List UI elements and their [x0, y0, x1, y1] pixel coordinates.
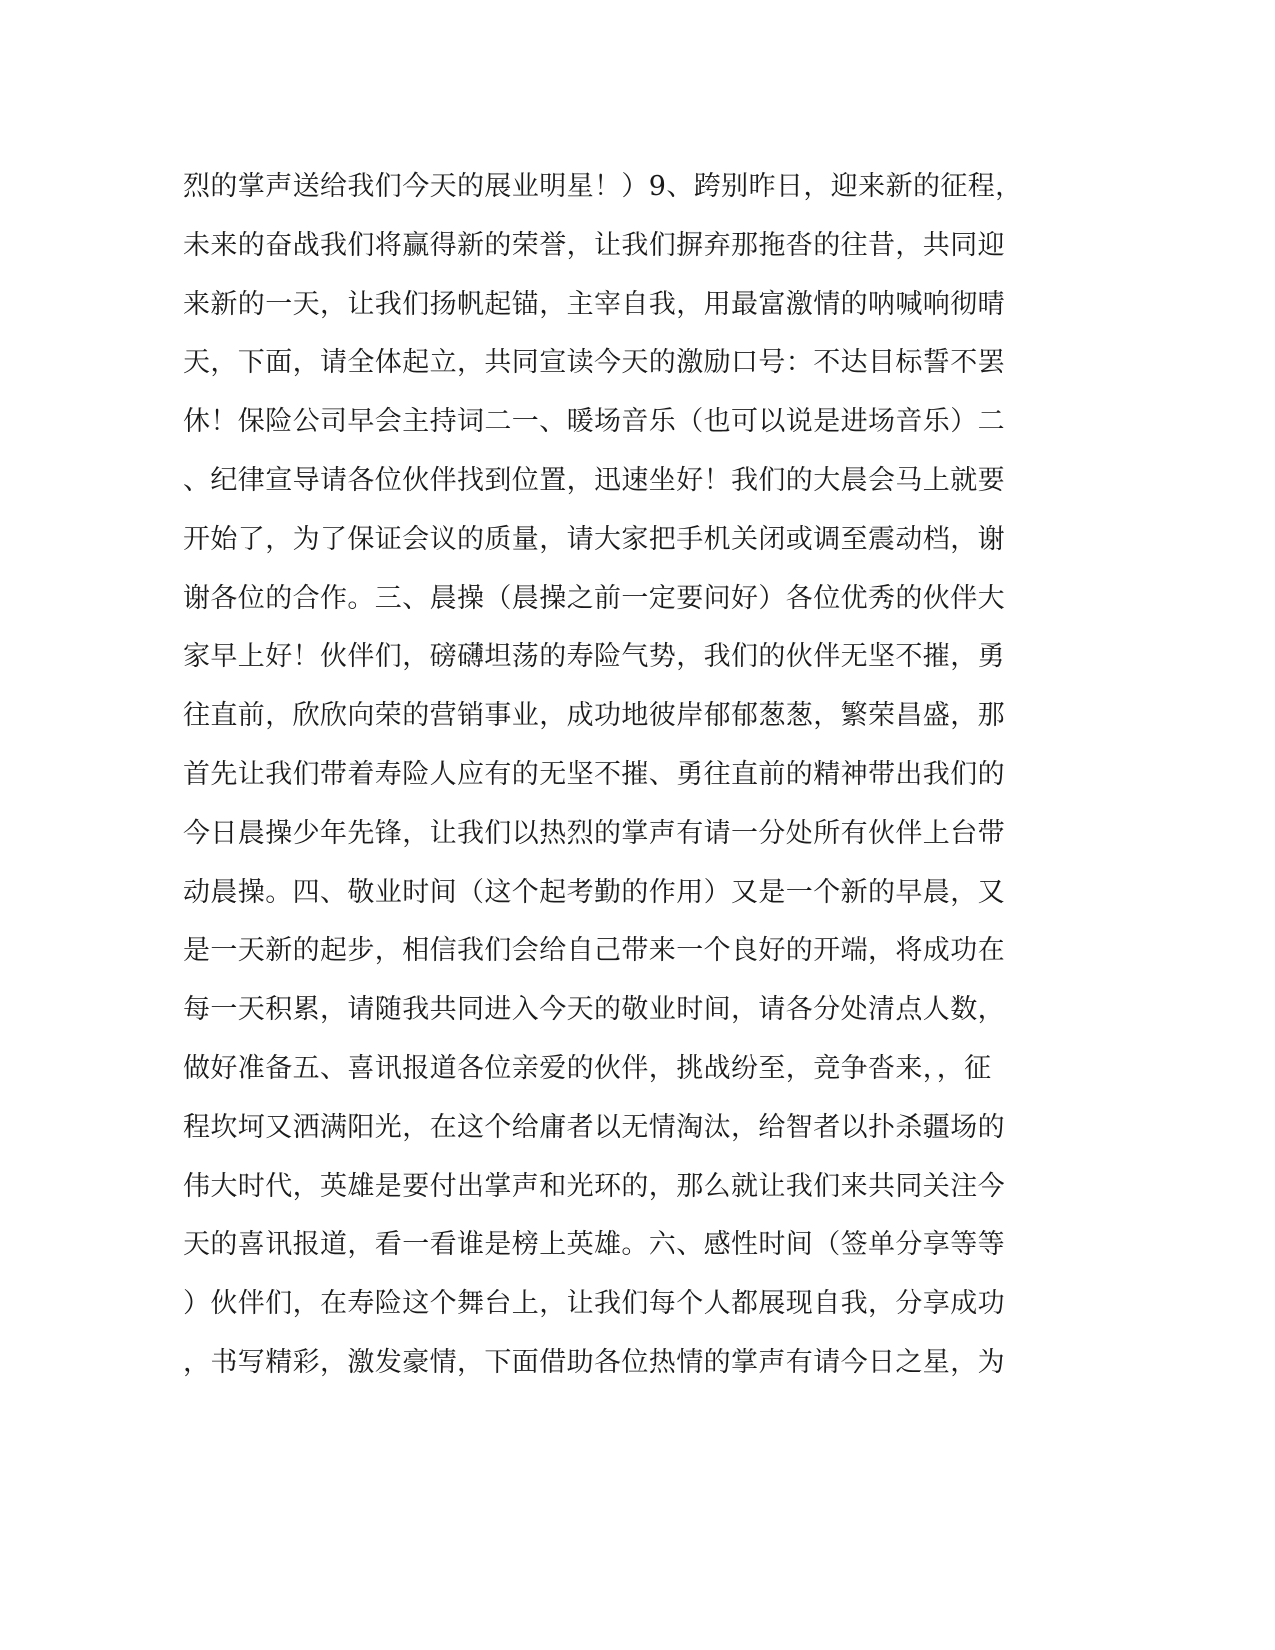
body-text	[183, 158, 1043, 1393]
text-line: 天的喜讯报道，看一看谁是榜上英雄。六、感性时间（签单分享等等	[183, 1229, 1005, 1261]
text-line: 天，下面，请全体起立，共同宣读今天的激励口号：不达目标誓不罢	[183, 347, 1005, 379]
text-line: 今日晨操少年先锋，让我们以热烈的掌声有请一分处所有伙伴上台带	[183, 817, 1005, 849]
text-line: 谢各位的合作。三、晨操（晨操之前一定要问好）各位优秀的伙伴大	[183, 582, 1005, 614]
text-line: 来新的一天，让我们扬帆起锚，主宰自我，用最富激情的呐喊响彻晴	[183, 288, 1005, 320]
text-line: 烈的掌声送给我们今天的展业明星！）9、跨别昨日，迎来新的征程，	[183, 171, 1023, 202]
text-line: 做好准备五、喜讯报道各位亲爱的伙伴，挑战纷至，竞争沓来，，征	[183, 1052, 992, 1084]
text-line: 家早上好！伙伴们，磅礴坦荡的寿险气势，我们的伙伴无坚不摧，勇	[183, 641, 1005, 673]
text-line: 首先让我们带着寿险人应有的无坚不摧、勇往直前的精神带出我们的	[183, 758, 1005, 790]
text-line: ，书写精彩，激发豪情，下面借助各位热情的掌声有请今日之星，为	[183, 1346, 1005, 1378]
text-line: 每一天积累，请随我共同进入今天的敬业时间，请各分处清点人数，	[183, 994, 1005, 1026]
text-line: 未来的奋战我们将赢得新的荣誉，让我们摒弃那拖沓的往昔，共同迎	[183, 229, 1005, 261]
text-line: 动晨操。四、敬业时间（这个起考勤的作用）又是一个新的早晨，又	[183, 876, 1005, 908]
text-line: 、纪律宣导请各位伙伴找到位置，迅速坐好！我们的大晨会马上就要	[183, 464, 1005, 496]
text-line: ）伙伴们，在寿险这个舞台上，让我们每个人都展现自我，分享成功	[183, 1288, 1005, 1320]
text-line: 是一天新的起步，相信我们会给自己带来一个良好的开端，将成功在	[183, 935, 1005, 967]
text-line: 开始了，为了保证会议的质量，请大家把手机关闭或调至震动档，谢	[183, 523, 1005, 555]
text-line: 程坎坷又洒满阳光，在这个给庸者以无情淘汰，给智者以扑杀疆场的	[183, 1111, 1005, 1143]
text-line: 伟大时代，英雄是要付出掌声和光环的，那么就让我们来共同关注今	[183, 1170, 1005, 1202]
text-line: 往直前，欣欣向荣的营销事业，成功地彼岸郁郁葱葱，繁荣昌盛，那	[183, 700, 1005, 732]
text-line: 休！保险公司早会主持词二一、暖场音乐（也可以说是进场音乐）二	[183, 406, 1005, 438]
